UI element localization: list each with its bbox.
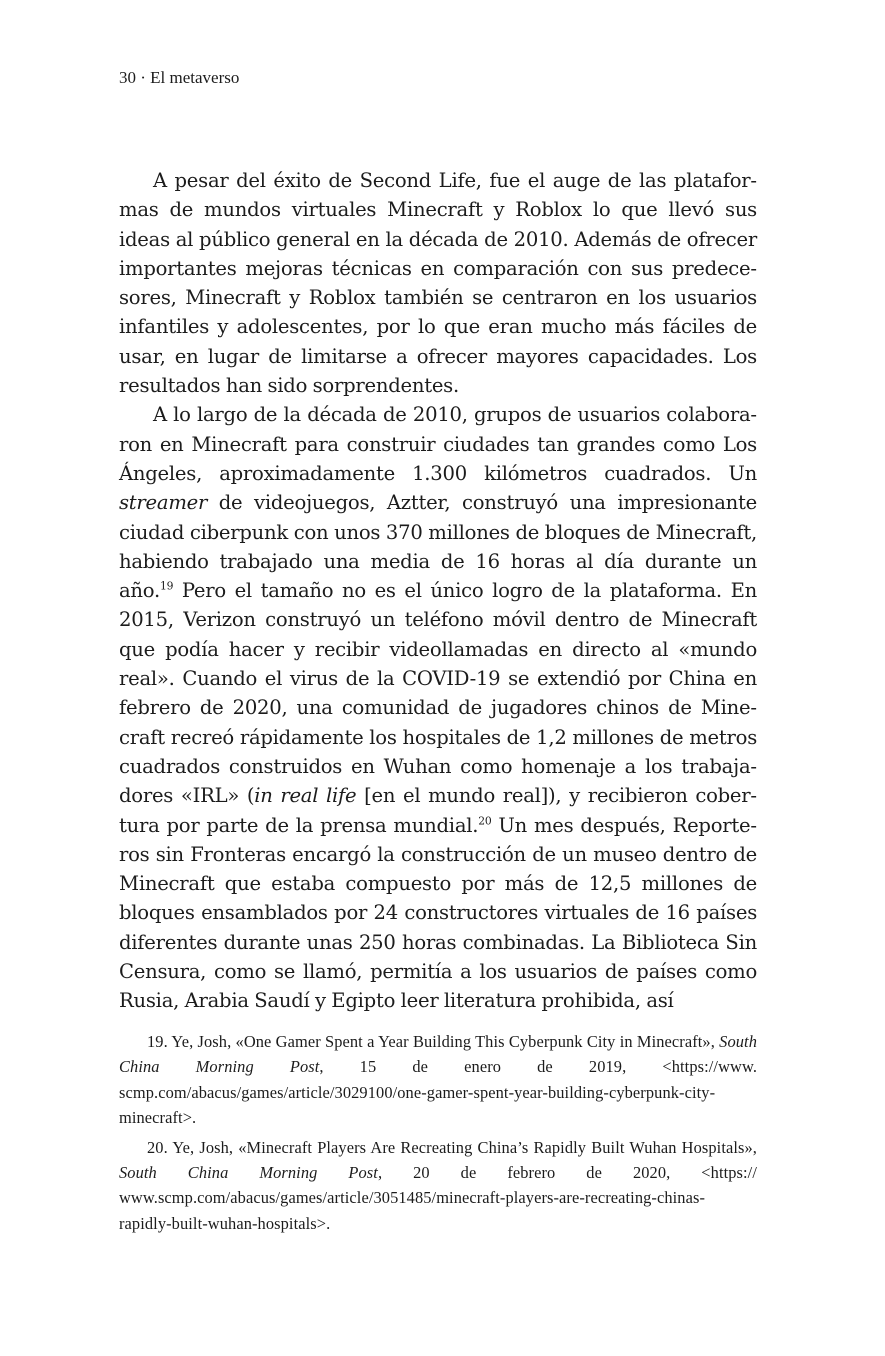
p2-italic-streamer: streamer: [119, 491, 208, 515]
p2-italic-in-real-life: in real life: [254, 784, 357, 808]
footnote-19: [119, 1029, 757, 1131]
footnote-19-source: South China Morning Post: [119, 1032, 757, 1077]
body-text: [119, 166, 757, 1016]
p2-part-b: de videojuegos, Aztter, construyó una impresionante ciudad ciberpunk con unos 370 millones de bloques de Minecraft, habiendo trabajado una media de 16 horas al día durante un año.: [119, 491, 757, 603]
paragraph-1: A pesar del éxito de Second Life, fue el auge de las plataformas de mundos virtuales Minecraft y Roblox lo que llevó sus ideas al público general en la década de 2010. Además de ofrecer importantes mejoras técnicas en comparación con sus predecesores, Minecraft y Roblox también se centraron en los usuarios infantiles y adolescentes, por lo que eran mucho más fáciles de usar, en lugar de limitarse a ofrecer mayores capacidades. Los resultados han sido sorprendentes.: [119, 169, 757, 398]
paragraph-2: [119, 400, 757, 1015]
footnote-20-part-b: , 20 de febrero de 2020, <https://​www.scmp.com/abacus/games/article/3051485/minecraft-players-are​-recreating-chinas-rapidly-built-wuhan-hospitals>.: [119, 1163, 757, 1233]
p2-part-c: Pero el tamaño no es el único logro de la plataforma. En 2015, Verizon construyó un teléfono móvil dentro de Minecraft que podía hacer y recibir videollamadas en directo al «mundo real». Cuando el virus de la COVID-19 se extendió por China en febrero de 2020, una comunidad de jugadores chinos de Minecraft recreó rápidamente los hospitales de 1,2 millones de metros cuadrados construidos en Wuhan como homenaje a los trabajadores «IRL» (: [119, 579, 757, 808]
footnote-ref-19[interactable]: 19: [159, 579, 174, 593]
footnote-19-part-b: , 15 de enero de 2019, <https://www.​scmp.com/abacus/games/article/3029100/one-gamer-spent-year-building​-cyberpunk-city-minecraft>.: [119, 1057, 758, 1128]
footnote-20-source: South China Morning Post: [119, 1163, 378, 1183]
footnote-20-part-a: 20. Ye, Josh, «Minecraft Players Are Recreating China’s Rapidly Built Wuhan Hospitals»,: [147, 1137, 757, 1157]
running-head: 30 · El metaverso: [119, 68, 240, 87]
footnote-20: [119, 1135, 757, 1237]
footnotes: [119, 1029, 757, 1240]
footnote-19-part-a: 19. Ye, Josh, «One Gamer Spent a Year Building This Cyberpunk City in Minecraft»,: [147, 1032, 720, 1051]
p2-part-e: Un mes después, Reporteros sin Fronteras encargó la construcción de un museo dentro de Minecraft que estaba compuesto por más de 12,5 millones de bloques ensamblados por 24 constructores virtuales de 16 países diferentes durante unas 250 horas combinadas. La Biblioteca Sin Censura, como se llamó, permitía a los usuarios de países como Rusia, Arabia Saudí y Egipto leer literatura prohibida, así: [119, 813, 757, 1013]
footnote-ref-20[interactable]: 20: [478, 814, 492, 827]
p2-part-d: [en el mundo real]), y recibieron cobertura por parte de la prensa mundial.: [119, 784, 758, 837]
p2-part-a: A lo largo de la década de 2010, grupos de usuarios colaboraron en Minecraft para construir ciudades tan grandes como Los Ángeles, aproximadamente 1.300 kilómetros cuadrados. Un: [119, 403, 757, 485]
